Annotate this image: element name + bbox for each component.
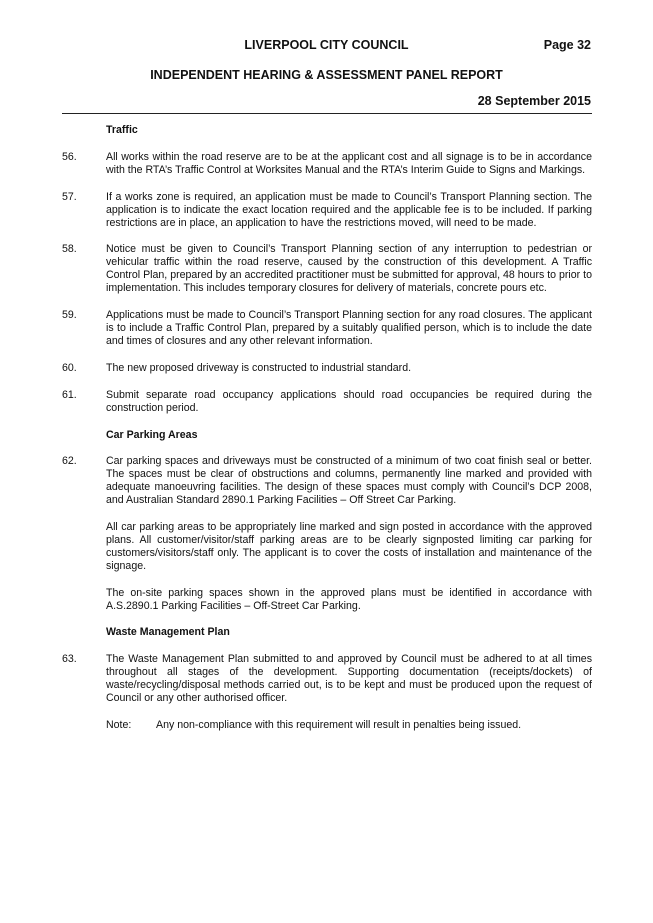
condition-number: 57. xyxy=(62,190,77,203)
note xyxy=(106,719,592,732)
page-number: Page 32 xyxy=(543,38,591,52)
document-body xyxy=(62,124,592,732)
condition-text: The Waste Management Plan submitted to and approved by Council must be adhered to at all times throughout all stages of the development. Supporting documentation (receipts/dockets) of waste/recycling/disposal methods carried out, is to be kept and must be produced upon the request of Council or any other authorised officer. xyxy=(106,653,592,705)
header-divider xyxy=(62,113,592,114)
condition-text: Applications must be made to Council’s Transport Planning section for any road closures. The applicant is to include a Traffic Control Plan, prepared by a suitably qualified person, which is to include the date and times of closures and any other relevant information. xyxy=(106,309,592,347)
condition-number: 56. xyxy=(62,150,77,163)
condition-number: 61. xyxy=(62,388,77,401)
note-text: Any non-compliance with this requirement will result in penalties being issued. xyxy=(156,719,522,731)
header-org: LIVERPOOL CITY COUNCIL xyxy=(244,38,409,52)
section-heading-waste: Waste Management Plan xyxy=(106,626,230,639)
condition-text: Submit separate road occupancy applications should road occupancies be required during the construction period. xyxy=(106,388,592,414)
section-heading-car-parking: Car Parking Areas xyxy=(106,428,198,441)
condition-number: 63. xyxy=(62,653,77,666)
condition-item xyxy=(62,362,592,375)
condition-text: Car parking spaces and driveways must be constructed of a minimum of two coat finish seal or better. The spaces must be clear of obstructions and columns, permanently line marked and provided with adequate manoeuvring facilities. The design of these spaces must comply with Council’s DCP 2008, and Australian Standard 2890.1 Parking Facilities – Off Street Car Parking. xyxy=(106,455,592,507)
section-heading-traffic: Traffic xyxy=(106,124,138,136)
condition-text: The new proposed driveway is constructed to industrial standard. xyxy=(106,361,412,374)
condition-item xyxy=(62,309,592,348)
condition-item xyxy=(62,151,592,177)
condition-text: All works within the road reserve are to be at the applicant cost and all signage is to be in accordance with the RTA’s Traffic Control at Worksites Manual and the RTA’s Interim Guide to Signs and Markings. xyxy=(106,150,592,176)
condition-item xyxy=(62,653,592,705)
condition-paragraph: All car parking areas to be appropriately line marked and sign posted in accordance with the approved plans. All customer/visitor/staff parking areas are to be clearly signposted limiting car parking for customers/visitors/staff only. The applicant is to cover the costs of installation and maintenance of the signage. xyxy=(106,521,592,572)
note-label: Note: xyxy=(106,719,132,731)
report-title: INDEPENDENT HEARING & ASSESSMENT PANEL REPORT xyxy=(150,68,503,82)
condition-number: 60. xyxy=(62,361,77,374)
condition-item xyxy=(62,455,592,507)
condition-item xyxy=(62,191,592,230)
condition-item xyxy=(62,243,592,295)
condition-number: 59. xyxy=(62,309,77,322)
condition-item xyxy=(62,389,592,415)
condition-number: 58. xyxy=(62,243,77,256)
condition-text: If a works zone is required, an application must be made to Council’s Transport Planning section. The application is to indicate the exact location required and the applicable fee is to be included. If parking restrictions are in place, an application to have the restrictions moved, will need to be made. xyxy=(106,190,592,229)
condition-paragraph: The on-site parking spaces shown in the approved plans must be identified in accordance with A.S.2890.1 Parking Facilities – Off-Street Car Parking. xyxy=(106,586,592,612)
condition-text: Notice must be given to Council’s Transport Planning section of any interruption to pedestrian or vehicular traffic within the road reserve, caused by the construction of this development. A Traffic Control Plan, prepared by an accredited practitioner must be submitted for approval, 48 hours to prior to implementation. This includes temporary closures for delivery of materials, concrete pours etc. xyxy=(106,243,592,295)
report-date: 28 September 2015 xyxy=(477,94,591,108)
condition-number: 62. xyxy=(62,455,77,468)
